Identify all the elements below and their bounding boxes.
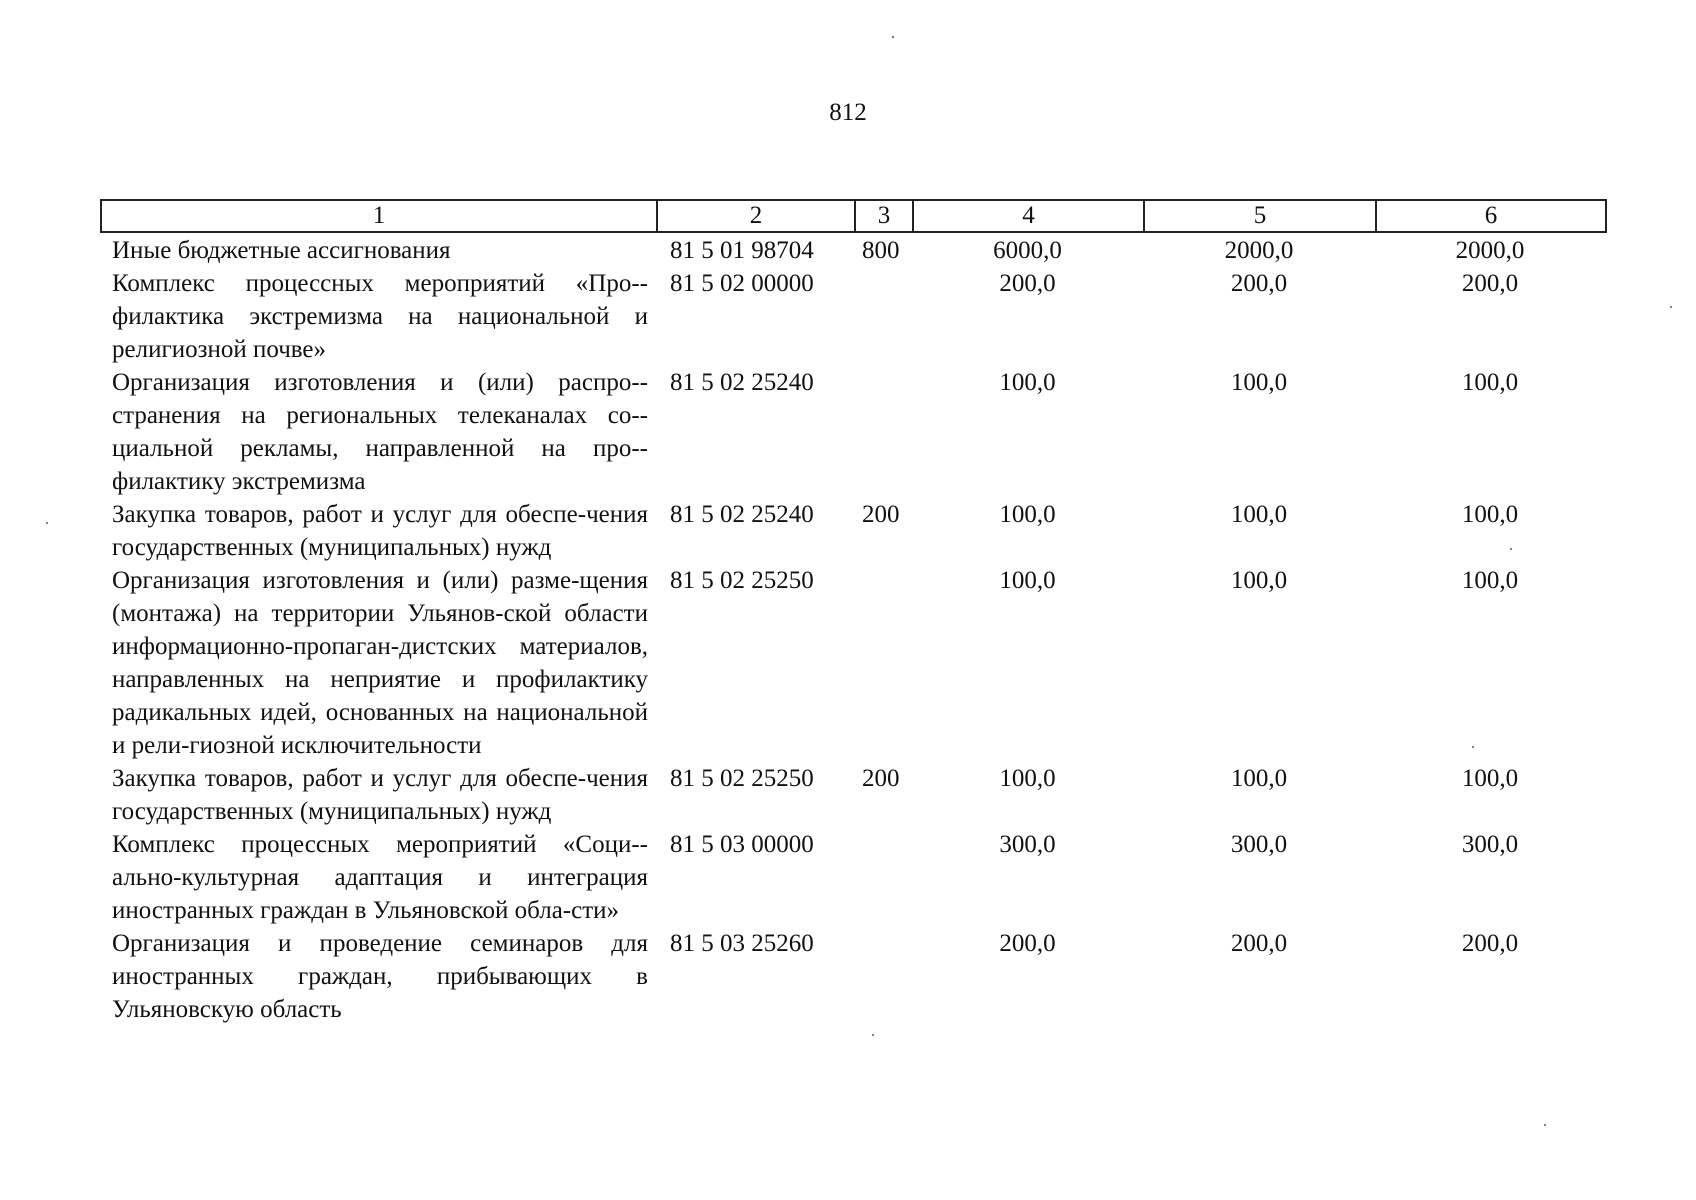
row-expense-type (854, 366, 912, 498)
scan-speck (1472, 746, 1474, 748)
row-value-col5: 100,0 (1230, 765, 1288, 792)
row-value-col6: 100,0 (1461, 567, 1519, 594)
row-value-col6: 100,0 (1461, 501, 1519, 528)
column-header-5: 5 (1144, 200, 1376, 232)
row-name: Организация и проведение семинаров для иностранных граждан, прибывающих в Ульяновскую область (112, 930, 648, 1023)
row-value-col4: 300,0 (999, 831, 1056, 858)
row-value-col5: 200,0 (1230, 270, 1288, 297)
row-name: Закупка товаров, работ и услуг для обеспе-чения государственных (муниципальных) нужд (112, 501, 648, 561)
row-value-col6: 2000,0 (1455, 237, 1525, 264)
row-code: 81 5 02 25240 (670, 501, 814, 528)
row-value-col4: 100,0 (999, 765, 1056, 792)
scan-speck (1510, 548, 1512, 550)
column-header-1: 1 (101, 200, 657, 232)
row-value-col6: 300,0 (1461, 831, 1519, 858)
row-name: Иные бюджетные ассигнования (112, 237, 451, 264)
row-value-col5: 200,0 (1230, 930, 1288, 957)
row-value-col4: 200,0 (999, 930, 1056, 957)
column-header-6: 6 (1376, 200, 1606, 232)
row-value-col5: 100,0 (1230, 501, 1288, 528)
budget-table (100, 234, 1605, 1026)
table-row (100, 234, 1605, 267)
row-name: Организация изготовления и (или) разме-щения (монтажа) на территории Ульянов-ской области информационно-пропаган-дистских материалов, направленных на неприятие и профилактику радикальных идей, основанных на национальной и рели-гиозной исключительности (112, 567, 648, 759)
row-code: 81 5 02 25240 (670, 369, 814, 396)
table-row (100, 366, 1605, 498)
row-expense-type (854, 267, 912, 366)
column-header-4: 4 (913, 200, 1144, 232)
row-expense-type: 200 (862, 765, 900, 792)
table-row (100, 267, 1605, 366)
row-value-col5: 300,0 (1230, 831, 1288, 858)
row-value-col4: 100,0 (999, 567, 1056, 594)
row-code: 81 5 03 00000 (670, 831, 814, 858)
row-code: 81 5 02 25250 (670, 765, 814, 792)
row-name: Комплекс процессных мероприятий «Про-филактика экстремизма на национальной и религиозной почве» (112, 270, 648, 363)
row-value-col6: 200,0 (1461, 270, 1519, 297)
scan-speck (872, 1034, 874, 1036)
table-row (100, 828, 1605, 927)
page-number: 812 (829, 99, 867, 126)
row-value-col4: 100,0 (999, 369, 1056, 396)
row-value-col5: 100,0 (1230, 567, 1288, 594)
row-value-col6: 100,0 (1461, 369, 1519, 396)
row-value-col5: 100,0 (1230, 369, 1288, 396)
header-row (101, 200, 1606, 232)
row-name: Организация изготовления и (или) распро-странения на региональных телеканалах со-циальной рекламы, направленной на про-филактику экстремизма (112, 369, 648, 495)
scan-speck (46, 522, 48, 524)
table-row (100, 762, 1605, 828)
row-code: 81 5 02 25250 (670, 567, 814, 594)
scan-speck (1670, 306, 1672, 308)
table-row (100, 927, 1605, 1026)
row-value-col4: 200,0 (999, 270, 1056, 297)
scan-speck (1544, 1124, 1546, 1126)
row-name: Комплекс процессных мероприятий «Соци-ально-культурная адаптация и интеграция иностранных граждан в Ульяновской обла-сти» (112, 831, 648, 924)
table-row (100, 564, 1605, 762)
table-row (100, 498, 1605, 564)
row-expense-type (854, 828, 912, 927)
row-value-col4: 6000,0 (993, 237, 1062, 264)
scan-speck (892, 36, 894, 38)
row-expense-type: 800 (862, 237, 900, 264)
row-expense-type (854, 927, 912, 1026)
column-header-3: 3 (855, 200, 913, 232)
row-code: 81 5 01 98704 (670, 237, 814, 264)
row-expense-type (854, 564, 912, 762)
row-expense-type: 200 (862, 501, 900, 528)
row-value-col5: 2000,0 (1224, 237, 1294, 264)
row-name: Закупка товаров, работ и услуг для обеспе-чения государственных (муниципальных) нужд (112, 765, 648, 825)
column-header-2: 2 (657, 200, 855, 232)
row-value-col6: 200,0 (1461, 930, 1519, 957)
row-code: 81 5 03 25260 (670, 930, 814, 957)
row-value-col6: 100,0 (1461, 765, 1519, 792)
row-value-col4: 100,0 (999, 501, 1056, 528)
row-code: 81 5 02 00000 (670, 270, 814, 297)
table-header (100, 199, 1607, 233)
